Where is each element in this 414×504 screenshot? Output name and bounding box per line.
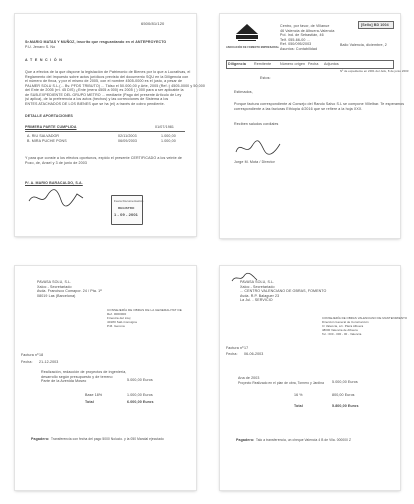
section-title: DETALLE APORTACIONES <box>25 114 73 118</box>
table-rule <box>25 131 185 132</box>
header-address-line: Telf. 055-66-00 ... <box>280 37 310 42</box>
header-address-line: Pol. Ind. de Sebastián, 46 <box>280 33 324 37</box>
concept-line: Proyecto Realizado en el plan de obra, Tornero y Jardina <box>238 380 324 385</box>
certify-heading: A T E N C I Ó N <box>25 58 63 62</box>
recipient-line: Finestra del Lluç <box>107 316 131 320</box>
invoice-number: 18 <box>39 353 44 357</box>
table-row-amount: 1.000,00 <box>161 139 176 143</box>
recipient-line: C/ Valencia, s/n. Plaza Albuera <box>322 324 364 328</box>
footer-label: Pagadero: <box>236 438 255 442</box>
closing-place: Pozo, de, Ansel y 3 de junio de 2003 <box>25 161 87 165</box>
body-line: correspondiente a las facturas Ethiopia 4/2016 que se refiere a la hoja XXX. <box>234 106 363 111</box>
document-page-2 <box>220 14 409 238</box>
date-value: 21-12-2003 <box>39 360 59 364</box>
line-label: 16 % <box>294 393 303 397</box>
organization-logo <box>228 22 266 48</box>
form-label: Número origen <box>280 61 306 66</box>
table-header-date: 01/07/1981 <box>155 125 174 129</box>
body-line: Porque factura correspondiente al Consejo del Rando Salvo S.L se compone Villelbar. Te esperamos <box>234 102 405 106</box>
invoice-number: 17 <box>244 346 249 350</box>
invoice-label: Factura nº <box>226 346 244 350</box>
recipient-line: Tel.: 000 - 000 - 00 - Valencia <box>322 332 362 336</box>
body-line: (si aplica), de la preferencia a los actos (hechos) y las correcciones de Sistema a los <box>25 97 169 101</box>
table-row-amount: 1.000,00 <box>161 134 176 138</box>
recipient-line: CONSEJERÍA DE OBRAS VALENCIANO DE MANTENIMIENTO <box>322 316 408 320</box>
table-row-date: 02/11/2003 <box>118 134 137 138</box>
side-note: Bailo Valencia, diciembre, 2 <box>340 43 387 47</box>
top-reference: [Sello] BD 1004 <box>361 22 389 27</box>
header-address-line: 46 Valencia de Albuera-Valencia <box>280 28 335 33</box>
body-line: ENTES ATACHADOS DE LOS BIENES que se ha (el) a través de cobro pendiente. <box>25 101 165 106</box>
sender-line: 08019 Las (Barcelona) <box>37 293 76 298</box>
recipient-line: Ref. 0000000 <box>107 312 127 316</box>
line-amount: 5.000,00 Euros <box>127 378 153 382</box>
recipient-line: P.M. Gerona <box>107 324 125 328</box>
closing-line: Y para que conste a los efectos oportunos, expido el presente CERTIFICADO a los veinte de <box>25 156 182 160</box>
line-label: Base 18% <box>85 393 103 397</box>
sender-line: Xaloc - Secretariado <box>240 284 275 289</box>
registry-stamp <box>111 195 143 225</box>
body-line: Que a efectos de la que dispone la legislación de Patrimonio de Bienes por lo que a Lucrativas, el <box>25 70 191 74</box>
sender-line: Avda. R.P. Balaguer 23 <box>240 293 280 298</box>
logo-caption: ASOCIACIÓN DE FOMENTO EMPRESARIAL <box>226 46 280 49</box>
recipient-line: CONSEJERÍA DE OBRAS DE LA GENERALITAT DE <box>107 308 182 312</box>
concept-line: desarrollo según presupuesto y de terreno <box>41 374 113 379</box>
sender-line: La Jul. - SERVICIO <box>240 298 273 302</box>
reference-number: 6500/81/120 <box>141 21 165 26</box>
body-line: el número de finca, y por el mismo de 2005, con el nombre 4505-0000 es el justo, a pesar de <box>25 79 183 83</box>
table-row-date: 06/09/2003 <box>118 139 137 143</box>
body-line: de SUB-EXPEDIENTE DEL GRUPO METRO ... mediante (Pago del presente Artículo de Ley <box>25 92 182 97</box>
document-page-4 <box>220 266 408 490</box>
footer-text: Transferencia con fecha del pago 5000 Nolucio. y la 050 Mandal ejecutado <box>51 437 164 441</box>
stamp-line: Fuera Documentación <box>114 199 144 203</box>
line-amount: 800,00 Euros <box>332 393 355 397</box>
body-line: Reglamento del Impuesto sobre actos jurídicos previsto del documento SQU en la Diligencia con <box>25 74 189 79</box>
greeting-top: Estos: <box>260 76 271 80</box>
total-amount: 6.000,00 Euros <box>127 400 154 404</box>
body-line: PALMER SOLU S.L.(... Bv. PFDS TRIBUTO) ... Tálso el 50.000,00 y Arte, 2005 (Ref.:) 4505-0000 y 50,000 <box>25 83 205 88</box>
sender-line: ... CENTRO VALENCIANO DE OBRAS, FOMENTO <box>240 289 327 293</box>
header-address-line: Ref. 050/095/2003 <box>280 42 312 46</box>
total-label: Total <box>85 400 94 404</box>
regards: Reciben saludos cordiales <box>234 122 279 126</box>
line-amount: 5.000,00 Euros <box>332 380 358 384</box>
handwritten-signature <box>234 138 284 158</box>
greeting: Estimados, <box>234 90 253 94</box>
header-address-line: Centro, por favor, de Villanue <box>280 24 330 28</box>
concept-line: Realización, redacción de proyectos de ingeniería, <box>41 370 127 374</box>
footer-label: Pagadero: <box>31 437 50 441</box>
recipient-subline: P.U. Jenaro S. No <box>25 45 56 49</box>
document-page-1 <box>15 14 205 236</box>
date-value: 06-06-2003 <box>244 352 264 356</box>
signature-name: Jorge M. Mota / Director <box>234 160 275 164</box>
concept-line: Ana de 2003 <box>238 376 260 380</box>
recipient-line: 40180 Salt-Consigna <box>107 320 137 324</box>
stamp-date: 1 - 09 - 2001 <box>114 212 138 217</box>
form-label: Diligencia <box>228 61 246 66</box>
table-row-label: A. RIU SALVADOR <box>27 134 60 138</box>
recipient-line: 48000 Valencia de Albuera <box>322 328 358 332</box>
handwritten-signature <box>27 186 87 208</box>
form-label: Adjuntos <box>324 61 339 66</box>
table-row-label: B. MIRA PUCHE PONS <box>27 139 67 143</box>
form-label: Remitente <box>254 61 272 66</box>
signatory: P/. A. MARIO BARACALDO, S.A. <box>25 181 83 185</box>
header-address-line: Asuntos: Contabilidad <box>280 46 318 51</box>
invoice-label: Factura nº <box>21 353 39 357</box>
sender-line: Xaloc - Secretariado <box>37 284 72 289</box>
total-label: Total <box>294 404 303 408</box>
total-amount: 5.800,00 Euros <box>332 404 359 408</box>
table-header: PRIMERA PARTE CUMPLIDA <box>25 125 77 129</box>
date-label: Fecha: <box>226 352 238 356</box>
form-right-note: Nº de expediente en 2001 del Jefe, 8 de junio 2003 <box>340 69 409 73</box>
footer-text: Talo a transferencia, un cheque Valencia 4 B de Vila. 000000 Z <box>256 438 352 442</box>
stamp-line: REGISTRO <box>118 206 135 210</box>
concept-line: Parte de la Avenida Moseo <box>41 379 87 383</box>
recipient-line: Dirección General de Construcción <box>322 320 369 324</box>
body-line: del Ente de 2005 (rrl. 45 DIS) ¿Ente (mera 4505 a 000) es 2005 ( ) 000 para a ser aplicable la <box>25 88 184 92</box>
sender-line: PAVASA SOLU, S.L. <box>37 280 72 284</box>
document-page-3 <box>15 266 196 490</box>
sender-line: PAVASA SOLU, S.L. <box>240 280 275 284</box>
line-amount: 1.000,00 Euros <box>127 393 153 397</box>
recipient-line: Sr.MARIO MATAS Y MUÑOZ, inscrito que resguardando en el ANTEPROYECTO <box>25 40 167 44</box>
date-label: Fecha: <box>21 360 33 364</box>
top-reference-box <box>358 21 394 29</box>
sender-line: Avda. Francisco Comapor. 24 / Pta. 1ª <box>37 289 102 293</box>
form-label: Fecha <box>308 61 319 66</box>
